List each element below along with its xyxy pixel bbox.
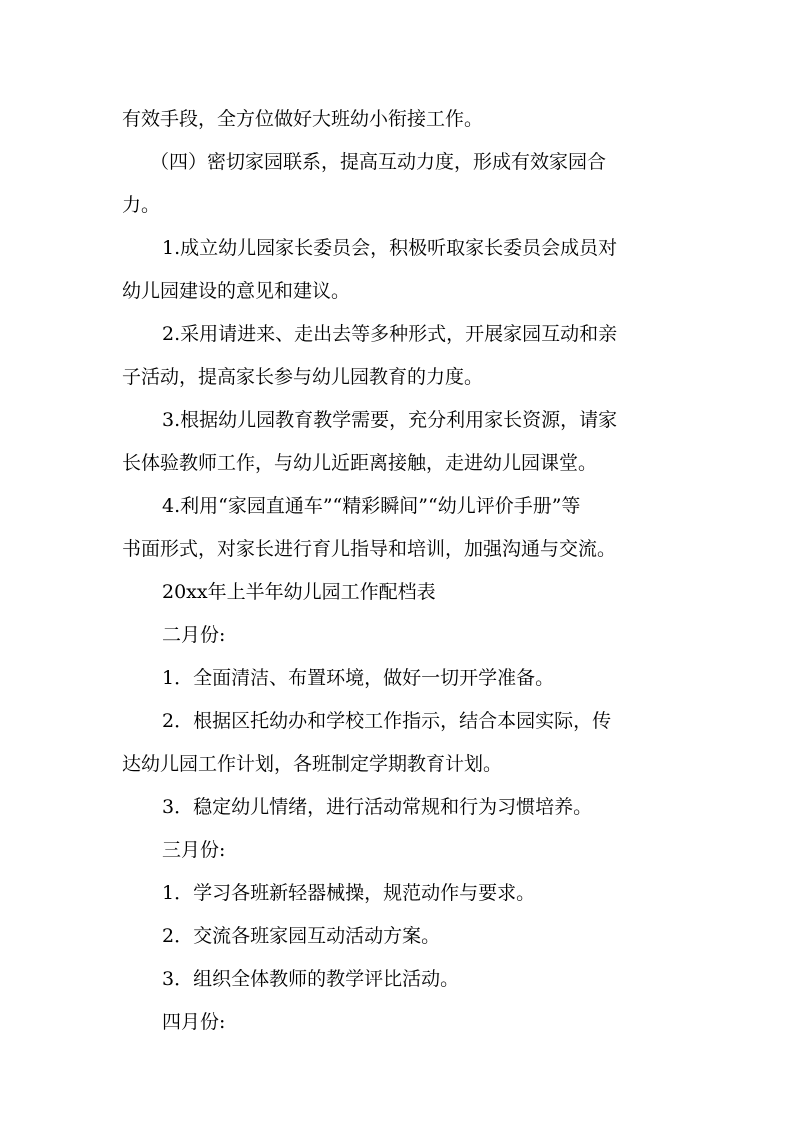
paragraph-line: 书面形式，对家长进行育儿指导和培训，加强沟通与交流。	[122, 538, 617, 560]
list-item-line: 1．全面清洁、布置环境，做好一切开学准备。	[162, 667, 555, 689]
list-item-line: 3．稳定幼儿情绪，进行活动常规和行为习惯培养。	[162, 796, 593, 818]
paragraph-line: 幼儿园建设的意见和建议。	[122, 280, 351, 302]
list-item-line: 1.成立幼儿园家长委员会，积极听取家长委员会成员对	[162, 237, 618, 259]
list-item-line: 4.利用“家园直通车”“精彩瞬间”“幼儿评价手册”等	[162, 495, 581, 517]
month-heading: 四月份:	[162, 1011, 226, 1033]
section-heading: （四）密切家园联系，提高互动力度，形成有效家园合	[150, 151, 607, 173]
month-heading: 三月份:	[162, 839, 226, 861]
paragraph-line: 长体验教师工作，与幼儿近距离接触，走进幼儿园课堂。	[122, 452, 598, 474]
list-item-line: 2.采用请进来、走出去等多种形式，开展家园互动和亲	[162, 323, 618, 345]
list-item-line: 3.根据幼儿园教育教学需要，充分利用家长资源，请家	[162, 409, 618, 431]
paragraph-line: 达幼儿园工作计划，各班制定学期教育计划。	[122, 753, 503, 775]
paragraph-line: 有效手段，全方位做好大班幼小衔接工作。	[122, 108, 484, 130]
list-item-line: 1．学习各班新轻器械操，规范动作与要求。	[162, 882, 536, 904]
list-item-line: 2．根据区托幼办和学校工作指示，结合本园实际，传	[162, 710, 612, 732]
month-heading: 二月份:	[162, 624, 226, 646]
list-item-line: 2．交流各班家园互动活动方案。	[162, 925, 441, 947]
list-item-line: 3．组织全体教师的教学评比活动。	[162, 968, 460, 990]
table-title: 20xx年上半年幼儿园工作配档表	[162, 581, 436, 603]
paragraph-line: 力。	[122, 194, 161, 216]
paragraph-line: 子活动，提高家长参与幼儿园教育的力度。	[122, 366, 484, 388]
